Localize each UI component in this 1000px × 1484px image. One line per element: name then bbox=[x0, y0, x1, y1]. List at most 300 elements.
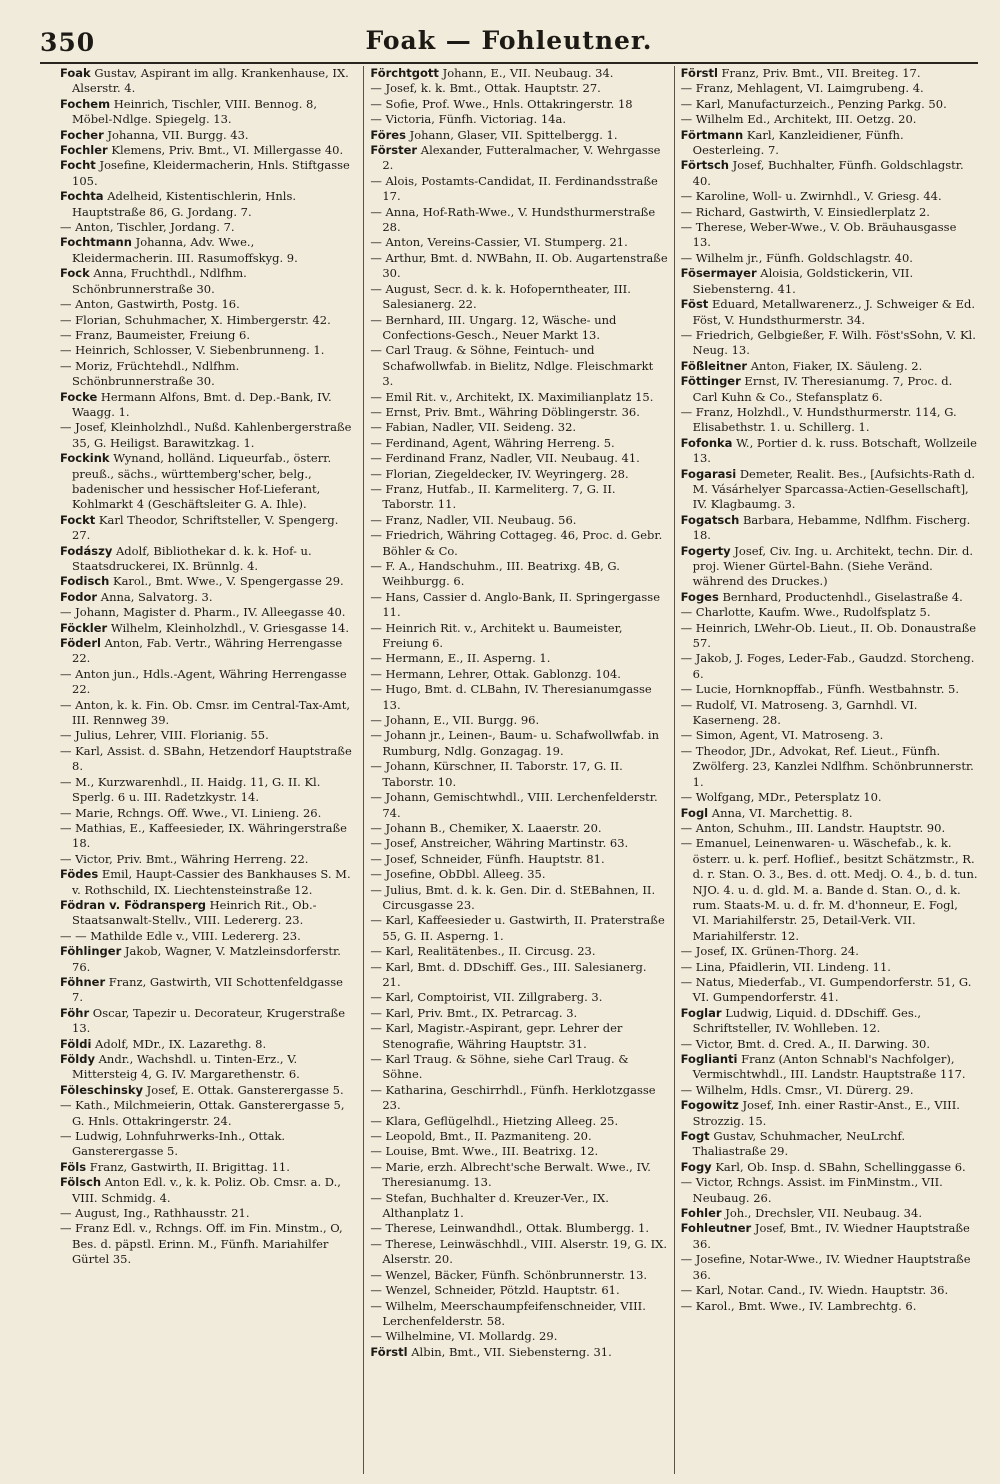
entry-details: — August, Ing., Rathhausstr. 21. bbox=[60, 1206, 250, 1221]
directory-entry bbox=[60, 1160, 357, 1175]
directory-entry bbox=[370, 313, 667, 344]
entry-details: Josef, E. Ottak. Gansterergasse 5. bbox=[143, 1082, 344, 1097]
entry-surname: Fölsch bbox=[60, 1175, 102, 1190]
entry-details: — Anton, Vereins-Cassier, VI. Stumperg. 21. bbox=[370, 235, 628, 250]
entry-details: — Marie, Rchngs. Off. Wwe., VI. Linieng. 26. bbox=[60, 805, 322, 820]
entry-surname: Födran v. Födransperg bbox=[60, 897, 206, 912]
entry-details: — Karl, Magistr.-Aspirant, gepr. Lehrer der Stenografie, Währing Hauptstr. 31. bbox=[370, 1021, 623, 1051]
directory-entry bbox=[681, 1052, 978, 1083]
directory-entry bbox=[370, 1021, 667, 1052]
entry-details: — Lina, Pfaidlerin, VII. Lindeng. 11. bbox=[680, 959, 891, 974]
directory-entry bbox=[681, 158, 978, 189]
directory-entry bbox=[370, 282, 667, 313]
directory-entry bbox=[681, 112, 978, 127]
entry-details: Anna, VI. Marchettig. 8. bbox=[708, 805, 853, 820]
directory-entry bbox=[681, 744, 978, 790]
directory-entry bbox=[681, 328, 978, 359]
entry-details: — Hugo, Bmt. d. CLBahn, IV. Theresianumgasse 13. bbox=[370, 682, 652, 712]
entry-surname: Földy bbox=[60, 1052, 95, 1066]
directory-entry bbox=[370, 467, 667, 482]
entry-details: — Richard, Gastwirth, V. Einsiedlerplatz 2. bbox=[680, 204, 930, 219]
entry-details: Johanna, Adv. Wwe., Kleidermacherin. III. Rasumoffskyg. 9. bbox=[72, 235, 298, 265]
directory-entry bbox=[370, 1221, 667, 1236]
entry-details: Heinrich Rit., Ob.-Staatsanwalt-Stellv., VIII. Ledererg. 23. bbox=[72, 897, 317, 928]
entry-details: Josef, Inh. einer Rastir-Anst., E., VIII. Strozzig. 15. bbox=[692, 1098, 960, 1128]
directory-entry bbox=[681, 374, 978, 405]
directory-entry bbox=[370, 883, 667, 914]
directory-entry bbox=[370, 821, 667, 836]
entry-surname: Fogowitz bbox=[680, 1098, 739, 1113]
directory-entry bbox=[370, 112, 667, 127]
entry-details: — Florian, Ziegeldecker, IV. Weyringerg. 28. bbox=[370, 466, 629, 481]
entry-details: — Karl, Assist. d. SBahn, Hetzendorf Hauptstraße 8. bbox=[60, 743, 352, 774]
entry-details: Adelheid, Kistentischlerin, Hnls. Hauptstraße 86, G. Jordang. 7. bbox=[72, 189, 297, 219]
directory-entry bbox=[681, 128, 978, 159]
entry-details: — Anton, Gastwirth, Postg. 16. bbox=[60, 297, 240, 312]
entry-details: Johanna, VII. Burgg. 43. bbox=[103, 127, 249, 142]
entry-details: — Sofie, Prof. Wwe., Hnls. Ottakringerstr. 18 bbox=[370, 96, 633, 111]
entry-details: — Johann, Gemischtwhdl., VIII. Lerchenfelderstr. 74. bbox=[370, 790, 658, 820]
entry-details: — Hermann, E., II. Asperng. 1. bbox=[370, 651, 551, 666]
directory-entry bbox=[60, 621, 357, 636]
directory-entry bbox=[370, 436, 667, 451]
entry-details: — Wolfgang, MDr., Petersplatz 10. bbox=[680, 790, 882, 805]
entry-details: — Anton, Schuhm., III. Landstr. Hauptstr. 90. bbox=[680, 820, 946, 835]
directory-entry bbox=[370, 651, 667, 666]
directory-entry bbox=[681, 1098, 978, 1129]
directory-entry bbox=[681, 97, 978, 112]
entry-details: — Klara, Geflügelhdl., Hietzing Alleeg. 25. bbox=[370, 1113, 619, 1128]
entry-details: — Carl Traug. & Söhne, Feintuch- und Schafwollwfab. in Bielitz, Ndlge. Fleischmarkt 3. bbox=[370, 343, 654, 389]
entry-details: Wilhelm, Kleinholzhdl., V. Griesgasse 14. bbox=[107, 620, 349, 635]
directory-entry bbox=[681, 1006, 978, 1037]
entry-details: — Charlotte, Kaufm. Wwe., Rudolfsplatz 5. bbox=[680, 605, 931, 620]
entry-details: Joh., Drechsler, VII. Neubaug. 34. bbox=[721, 1206, 922, 1221]
entry-surname: Foglianti bbox=[680, 1052, 738, 1066]
directory-entry bbox=[681, 1252, 978, 1283]
directory-entry bbox=[370, 235, 667, 250]
directory-entry bbox=[681, 359, 978, 374]
entry-details: — Therese, Leinwandhdl., Ottak. Blumbergg. 1. bbox=[370, 1221, 650, 1236]
directory-entry bbox=[60, 513, 357, 544]
entry-details: — Karoline, Woll- u. Zwirnhdl., V. Griesg. 44. bbox=[680, 189, 942, 204]
directory-entry bbox=[60, 1098, 357, 1129]
page-number: 350 bbox=[40, 28, 96, 57]
entry-details: — Theodor, JDr., Advokat, Ref. Lieut., Fünfh. Zwölferg. 23, Kanzlei Ndlfhm. Schönbrunnerstr. 1. bbox=[680, 743, 974, 789]
entry-details: — Friedrich, Währing Cottageg. 46, Proc. d. Gebr. Böhler & Co. bbox=[370, 528, 663, 558]
entry-surname: Föls bbox=[60, 1159, 87, 1174]
entry-surname: Fogarasi bbox=[680, 466, 737, 481]
entry-details: — Leopold, Bmt., II. Pazmaniteng. 20. bbox=[370, 1129, 592, 1144]
directory-entry bbox=[681, 790, 978, 805]
entry-details: Adolf, MDr., IX. Lazarethg. 8. bbox=[91, 1036, 267, 1051]
directory-entry bbox=[60, 220, 357, 235]
entry-details: — Hans, Cassier d. Anglo-Bank, II. Springergasse 11. bbox=[370, 589, 661, 620]
entry-details: — Karl, Comptoirist, VII. Zillgraberg. 3. bbox=[370, 990, 603, 1005]
directory-entry bbox=[370, 1329, 667, 1344]
directory-entry bbox=[681, 81, 978, 96]
directory-entry bbox=[60, 667, 357, 698]
entry-details: Alexander, Futteralmacher, V. Wehrgasse 2. bbox=[382, 143, 661, 173]
directory-entry bbox=[681, 651, 978, 682]
entry-details: Wynand, holländ. Liqueurfab., österr. preuß., sächs., württemberg'scher, belg., badenischer und hessischer Hof-Lieferant, Kohlmarkt 4 (Geschäftsleiter G. A. Ihle). bbox=[72, 451, 332, 512]
entry-details: Franz, Gastwirth, VII Schottenfeldgasse 7. bbox=[72, 974, 343, 1005]
entry-details: — Josef, Schneider, Fünfh. Hauptstr. 81. bbox=[370, 851, 605, 866]
directory-entry bbox=[370, 1191, 667, 1222]
directory-entry bbox=[60, 605, 357, 620]
entry-details: Johann, E., VII. Neubaug. 34. bbox=[438, 66, 614, 80]
running-head: Foak — Fohleutner. bbox=[365, 26, 653, 55]
directory-entry bbox=[681, 1129, 978, 1160]
directory-entry bbox=[681, 1160, 978, 1175]
directory-entry bbox=[60, 1175, 357, 1206]
directory-entry bbox=[60, 189, 357, 220]
directory-entry bbox=[60, 158, 357, 189]
entry-details: — Therese, Leinwäschhdl., VIII. Alserstr. 19, G. IX. Alserstr. 20. bbox=[370, 1236, 667, 1267]
entry-surname: Fohleutner bbox=[680, 1221, 752, 1236]
entry-details: — M., Kurzwarenhdl., II. Haidg. 11, G. II. Kl. Sperlg. 6 u. III. Radetzkystr. 14. bbox=[60, 774, 321, 805]
directory-entry bbox=[681, 1037, 978, 1052]
entry-details: — Johann, E., VII. Burgg. 96. bbox=[370, 713, 540, 728]
directory-entry bbox=[370, 1237, 667, 1268]
directory-entry bbox=[60, 898, 357, 929]
header-rule bbox=[40, 62, 978, 64]
directory-entry bbox=[681, 605, 978, 620]
entry-details: W., Portier d. k. russ. Botschaft, Wollzeile 13. bbox=[692, 435, 977, 466]
directory-entry bbox=[60, 128, 357, 143]
entry-surname: Fochler bbox=[60, 143, 108, 158]
entry-surname: Förstl bbox=[680, 66, 718, 80]
entry-details: — August, Secr. d. k. k. Hofoperntheater, III. Salesianerg. 22. bbox=[370, 281, 631, 312]
directory-entry bbox=[681, 1083, 978, 1098]
directory-entry bbox=[60, 944, 357, 975]
entry-surname: Foges bbox=[680, 589, 719, 604]
directory-entry bbox=[60, 1129, 357, 1160]
entry-details: Franz, Gastwirth, II. Brigittag. 11. bbox=[86, 1159, 290, 1174]
directory-entry bbox=[370, 759, 667, 790]
directory-entry bbox=[681, 251, 978, 266]
entry-details: Karl Theodor, Schriftsteller, V. Spengerg. 27. bbox=[72, 512, 339, 543]
directory-entry bbox=[60, 97, 357, 128]
entry-details: — Louise, Bmt. Wwe., III. Beatrixg. 12. bbox=[370, 1144, 599, 1159]
directory-entry bbox=[370, 482, 667, 513]
entry-details: — Julius, Lehrer, VIII. Florianig. 55. bbox=[60, 728, 269, 743]
entry-details: — — Mathilde Edle v., VIII. Ledererg. 23. bbox=[60, 928, 301, 943]
entry-details: Franz, Priv. Bmt., VII. Breiteg. 17. bbox=[717, 66, 921, 80]
entry-details: — Franz, Mehlagent, VI. Laimgrubeng. 4. bbox=[680, 81, 924, 96]
directory-entry bbox=[681, 297, 978, 328]
entry-details: — Franz Edl. v., Rchngs. Off. im Fin. Minstm., O, Bes. d. päpstl. Erinn. M., Fünfh. Mariahilfer Gürtel 35. bbox=[60, 1221, 343, 1267]
entry-surname: Förtmann bbox=[680, 127, 744, 142]
directory-entry bbox=[370, 81, 667, 96]
entry-details: Oscar, Tapezir u. Decorateur, Krugerstraße 13. bbox=[72, 1005, 346, 1036]
entry-details: — Johann, Kürschner, II. Taborstr. 17, G. II. Taborstr. 10. bbox=[370, 759, 623, 789]
entry-details: — Rudolf, VI. Matroseng. 3, Garnhdl. VI. Kaserneng. 28. bbox=[680, 697, 918, 728]
entry-details: Hermann Alfons, Bmt. d. Dep.-Bank, IV. Waagg. 1. bbox=[72, 389, 332, 419]
entry-details: Josefine, Kleidermacherin, Hnls. Stiftgasse 105. bbox=[72, 158, 350, 188]
entry-details: — Josef, k. k. Bmt., Ottak. Hauptstr. 27. bbox=[370, 81, 601, 96]
entry-surname: Fogl bbox=[680, 805, 709, 820]
directory-entry bbox=[681, 975, 978, 1006]
directory-entry bbox=[681, 1283, 978, 1298]
entry-details: Franz (Anton Schnabl's Nachfolger), Vermischtwhdl., III. Landstr. Hauptstraße 117. bbox=[692, 1052, 966, 1082]
column-3 bbox=[674, 66, 984, 1474]
entry-surname: Fochta bbox=[60, 189, 104, 204]
entry-details: — Victor, Rchngs. Assist. im FinMinstm., VII. Neubaug. 26. bbox=[680, 1175, 943, 1205]
entry-details: — Jakob, J. Foges, Leder-Fab., Gaudzd. Storcheng. 6. bbox=[680, 651, 975, 681]
entry-details: — Wilhelm, Meerschaumpfeifenschneider, VIII. Lerchenfelderstr. 58. bbox=[370, 1298, 646, 1328]
entry-surname: Fohler bbox=[680, 1206, 722, 1221]
entry-surname: Focht bbox=[60, 158, 96, 173]
directory-entry bbox=[681, 960, 978, 975]
entry-details: — Fabian, Nadler, VII. Seideng. 32. bbox=[370, 420, 577, 435]
directory-entry bbox=[60, 420, 357, 451]
entry-surname: Focke bbox=[60, 389, 98, 404]
entry-details: — Karl, Bmt. d. DDschiff. Ges., III. Salesianerg. 21. bbox=[370, 959, 647, 989]
entry-surname: Förster bbox=[370, 143, 418, 158]
entry-details: — Stefan, Buchhalter d. Kreuzer-Ver., IX. Althanplatz 1. bbox=[370, 1190, 609, 1221]
directory-entry bbox=[370, 528, 667, 559]
entry-surname: Föckler bbox=[60, 620, 108, 635]
entry-details: Heinrich, Tischler, VIII. Bennog. 8, Möbel-Ndlge. Spiegelg. 13. bbox=[72, 96, 317, 127]
entry-surname: Fodászy bbox=[60, 543, 113, 558]
directory-entry bbox=[60, 1037, 357, 1052]
entry-details: — Therese, Weber-Wwe., V. Ob. Bräuhausgasse 13. bbox=[680, 220, 957, 250]
entry-surname: Förchtgott bbox=[370, 66, 439, 80]
directory-entry bbox=[60, 451, 357, 513]
entry-details: — Ferdinand Franz, Nadler, VII. Neubaug. 41. bbox=[370, 451, 640, 466]
entry-details: — Natus, Miederfab., VI. Gumpendorferstr. 51, G. VI. Gumpendorferstr. 41. bbox=[680, 974, 972, 1005]
directory-entry bbox=[60, 266, 357, 297]
directory-entry bbox=[370, 867, 667, 882]
directory-entry bbox=[681, 220, 978, 251]
entry-details: — Anton, Tischler, Jordang. 7. bbox=[60, 220, 235, 235]
entry-details: — F. A., Handschuhm., III. Beatrixg. 4B, G. Weihburgg. 6. bbox=[370, 559, 620, 589]
entry-surname: Föleschinsky bbox=[60, 1082, 143, 1097]
directory-entry bbox=[60, 728, 357, 743]
entry-surname: Fochem bbox=[60, 96, 111, 111]
entry-details: — Victoria, Fünfh. Victoriag. 14a. bbox=[370, 112, 566, 127]
entry-details: — Mathias, E., Kaffeesieder, IX. Währingerstraße 18. bbox=[60, 820, 347, 851]
entry-surname: Föttinger bbox=[680, 374, 741, 389]
entry-surname: Foak bbox=[60, 66, 91, 80]
directory-entry bbox=[60, 852, 357, 867]
entry-details: — Karl, Priv. Bmt., IX. Petrarcag. 3. bbox=[370, 1005, 578, 1020]
entry-details: — Moriz, Früchtehdl., Ndlfhm. Schönbrunnerstraße 30. bbox=[60, 358, 240, 389]
entry-details: Emil, Haupt-Cassier des Bankhauses S. M. v. Rothschild, IX. Liechtensteinstraße 12. bbox=[72, 867, 351, 897]
entry-details: Josef, Civ. Ing. u. Architekt, techn. Dir. d. proj. Wiener Gürtel-Bahn. (Siehe Veränd. während des Druckes.) bbox=[692, 543, 974, 589]
entry-details: — Bernhard, III. Ungarg. 12, Wäsche- und Confections-Gesch., Neuer Markt 13. bbox=[370, 312, 617, 342]
column-1 bbox=[54, 66, 363, 1474]
directory-entry bbox=[370, 1144, 667, 1159]
directory-entry bbox=[60, 390, 357, 421]
entry-surname: Fodisch bbox=[60, 574, 110, 589]
directory-entry bbox=[60, 574, 357, 589]
entry-details: — Alois, Postamts-Candidat, II. Ferdinandsstraße 17. bbox=[370, 173, 658, 204]
directory-entry bbox=[370, 128, 667, 143]
entry-surname: Föderl bbox=[60, 636, 101, 651]
entry-details: — Wenzel, Schneider, Pötzld. Hauptstr. 61. bbox=[370, 1283, 620, 1298]
directory-entry bbox=[681, 405, 978, 436]
directory-entry bbox=[681, 544, 978, 590]
entry-surname: Földi bbox=[60, 1036, 92, 1051]
directory-entry bbox=[681, 436, 978, 467]
entry-details: Barbara, Hebamme, Ndlfhm. Fischerg. 18. bbox=[692, 512, 971, 543]
entry-details: — Karl, Manufacturzeich., Penzing Parkg. 50. bbox=[680, 96, 947, 111]
directory-entry bbox=[370, 405, 667, 420]
directory-entry bbox=[60, 235, 357, 266]
directory-entry bbox=[681, 698, 978, 729]
entry-details: — Josefine, Notar-Wwe., IV. Wiedner Hauptstraße 36. bbox=[680, 1252, 971, 1282]
entry-details: Aloisia, Goldstickerin, VII. Siebensterng. 41. bbox=[692, 266, 914, 296]
entry-surname: Foglar bbox=[680, 1005, 722, 1020]
directory-entry bbox=[681, 944, 978, 959]
entry-surname: Föhlinger bbox=[60, 944, 122, 959]
entry-details: — Emanuel, Leinenwaren- u. Wäschefab., k. k. österr. u. k. perf. Hoflief., besitzt Schätzmstr., R. d. r. Stan. O. 3., Bes. d. ott. Medj. O. 4., b. d. tun. NJO. 4. u. d. gld. M. a. Bande d. Stan. O., d. k. rum. Staats-M. u. d. fr. M. d'honneur, E. Fogl, VI. Mariahilferstr. 25, Detail-Verk. VII. Mariahilferstr. 12. bbox=[680, 836, 978, 943]
directory-entry bbox=[60, 328, 357, 343]
entry-details: Anna, Salvatorg. 3. bbox=[97, 589, 213, 604]
entry-details: — Simon, Agent, VI. Matroseng. 3. bbox=[680, 728, 884, 743]
directory-entry bbox=[370, 1083, 667, 1114]
directory-entry bbox=[681, 1206, 978, 1221]
entry-details: — Kath., Milchmeierin, Ottak. Gansterergasse 5, G. Hnls. Ottakringerstr. 24. bbox=[60, 1098, 345, 1128]
directory-entry bbox=[681, 467, 978, 513]
entry-details: — Anton, k. k. Fin. Ob. Cmsr. im Central-Tax-Amt, III. Rennweg 39. bbox=[60, 697, 350, 728]
entry-details: — Anton jun., Hdls.-Agent, Währing Herrengasse 22. bbox=[60, 666, 347, 697]
entry-details: Andr., Wachshdl. u. Tinten-Erz., V. Mittersteig 4, G. IV. Margarethenstr. 6. bbox=[72, 1052, 300, 1082]
entry-surname: Föhner bbox=[60, 974, 106, 989]
entry-details: Anton, Fiaker, IX. Säuleng. 2. bbox=[747, 358, 923, 373]
directory-entry bbox=[681, 806, 978, 821]
entry-details: — Wilhelm jr., Fünfh. Goldschlagstr. 40. bbox=[680, 250, 913, 265]
directory-entry bbox=[60, 544, 357, 575]
entry-surname: Fogerty bbox=[680, 543, 731, 558]
directory-entry bbox=[60, 1052, 357, 1083]
entry-surname: Fodor bbox=[60, 589, 98, 604]
directory-entry bbox=[370, 251, 667, 282]
entry-details: Gustav, Schuhmacher, NeuLrchf. Thaliastraße 29. bbox=[692, 1129, 906, 1159]
directory-entry bbox=[681, 1175, 978, 1206]
entry-details: — Franz, Nadler, VII. Neubaug. 56. bbox=[370, 512, 577, 527]
entry-details: — Johann jr., Leinen-, Baum- u. Schafwollwfab. in Rumburg, Ndlg. Gonzagag. 19. bbox=[370, 728, 660, 758]
entry-details: — Lucie, Hornknopffab., Fünfh. Westbahnstr. 5. bbox=[680, 682, 960, 697]
directory-entry bbox=[370, 790, 667, 821]
directory-entry bbox=[60, 1083, 357, 1098]
entry-details: Jakob, Wagner, V. Matzleinsdorferstr. 76. bbox=[72, 944, 341, 974]
entry-details: — Heinrich, LWehr-Ob. Lieut., II. Ob. Donaustraße 57. bbox=[680, 620, 977, 651]
directory-entry bbox=[370, 667, 667, 682]
directory-entry bbox=[370, 944, 667, 959]
directory-entry bbox=[370, 621, 667, 652]
directory-entry bbox=[370, 174, 667, 205]
entry-details: Demeter, Realit. Bes., [Aufsichts-Rath d. M. Vásárhelyer Sparcassa-Actien-Gesellschaft], IV. Klagbaumg. 3. bbox=[692, 466, 976, 512]
directory-entry bbox=[60, 359, 357, 390]
entry-surname: Fofonka bbox=[680, 435, 733, 450]
directory-entry bbox=[60, 66, 357, 97]
entry-details: Ernst, IV. Theresianumg. 7, Proc. d. Carl Kuhn & Co., Stefansplatz 6. bbox=[692, 374, 953, 404]
directory-entry bbox=[681, 682, 978, 697]
entry-surname: Fock bbox=[60, 266, 90, 281]
entry-surname: Fogatsch bbox=[680, 512, 740, 527]
entry-details: — Josef, IX. Grünen-Thorg. 24. bbox=[680, 944, 859, 959]
entry-details: — Franz, Holzhdl., V. Hundsthurmerstr. 114, G. Elisabethstr. 1. u. Schillerg. 1. bbox=[680, 404, 957, 435]
entry-details: Karl, Kanzleidiener, Fünfh. Oesterleing. 7. bbox=[692, 127, 904, 158]
directory-entry bbox=[370, 513, 667, 528]
directory-entry bbox=[370, 990, 667, 1005]
entry-details: — Ludwig, Lohnfuhrwerks-Inh., Ottak. Gansterergasse 5. bbox=[60, 1129, 286, 1159]
entry-surname: Födes bbox=[60, 867, 99, 882]
directory-entry bbox=[681, 513, 978, 544]
entry-details: Adolf, Bibliothekar d. k. k. Hof- u. Staatsdruckerei, IX. Brünnlg. 4. bbox=[72, 543, 312, 573]
entry-surname: Fogy bbox=[680, 1159, 712, 1174]
column-2 bbox=[363, 66, 673, 1474]
entry-details: — Johann, Magister d. Pharm., IV. Alleegasse 40. bbox=[60, 605, 346, 620]
columns bbox=[54, 66, 984, 1474]
directory-entry bbox=[370, 390, 667, 405]
entry-details: — Wilhelm, Hdls. Cmsr., VI. Dürerg. 29. bbox=[680, 1082, 914, 1097]
entry-surname: Fogt bbox=[680, 1129, 710, 1144]
directory-entry bbox=[370, 1299, 667, 1330]
directory-entry bbox=[60, 1006, 357, 1037]
directory-entry bbox=[370, 852, 667, 867]
directory-entry bbox=[370, 713, 667, 728]
entry-details: — Anna, Hof-Rath-Wwe., V. Hundsthurmerstraße 28. bbox=[370, 204, 656, 235]
directory-entry bbox=[681, 1221, 978, 1252]
entry-details: — Wilhelm Ed., Architekt, III. Oetzg. 20. bbox=[680, 112, 917, 127]
entry-details: — Josef, Kleinholzhdl., Nußd. Kahlenbergerstraße 35, G. Heiligst. Barawitzkag. 1. bbox=[60, 420, 352, 450]
page-header bbox=[40, 26, 978, 62]
entry-details: Anton, Fab. Vertr., Währing Herrengasse 22. bbox=[72, 636, 343, 666]
entry-details: — Heinrich, Schlosser, V. Siebenbrunneng. 1. bbox=[60, 343, 325, 358]
directory-entry bbox=[681, 821, 978, 836]
entry-details: — Victor, Bmt. d. Cred. A., II. Darwing. 30. bbox=[680, 1036, 930, 1051]
entry-details: — Julius, Bmt. d. k. k. Gen. Dir. d. StEBahnen, II. Circusgasse 23. bbox=[370, 882, 656, 912]
entry-surname: Föhr bbox=[60, 1005, 90, 1020]
directory-entry bbox=[370, 1268, 667, 1283]
entry-details: Ludwig, Liquid. d. DDschiff. Ges., Schriftsteller, IV. Wohlleben. 12. bbox=[692, 1005, 922, 1036]
entry-details: Eduard, Metallwarenerz., J. Schweiger & Ed. Föst, V. Hundsthurmerstr. 34. bbox=[692, 297, 975, 327]
directory-entry bbox=[370, 1052, 667, 1083]
entry-details: Johann, Glaser, VII. Spittelbergg. 1. bbox=[405, 127, 618, 142]
directory-entry bbox=[60, 297, 357, 312]
directory-entry bbox=[681, 189, 978, 204]
entry-surname: Förstl bbox=[370, 1344, 408, 1359]
directory-entry bbox=[370, 1345, 667, 1360]
directory-entry bbox=[370, 1283, 667, 1298]
directory-entry bbox=[60, 143, 357, 158]
entry-surname: Fockt bbox=[60, 512, 96, 527]
entry-surname: Fößleitner bbox=[680, 358, 748, 373]
directory-entry bbox=[370, 1114, 667, 1129]
entry-details: — Marie, erzh. Albrecht'sche Berwalt. Wwe., IV. Theresianumg. 13. bbox=[370, 1159, 651, 1190]
entry-details: — Heinrich Rit. v., Architekt u. Baumeister, Freiung 6. bbox=[370, 620, 623, 651]
directory-entry bbox=[60, 1206, 357, 1221]
entry-details: — Franz, Hutfab., II. Karmeliterg. 7, G. II. Taborstr. 11. bbox=[370, 481, 616, 512]
directory-entry bbox=[370, 420, 667, 435]
entry-details: Klemens, Priv. Bmt., VI. Millergasse 40. bbox=[107, 143, 344, 158]
entry-details: Albin, Bmt., VII. Siebensterng. 31. bbox=[407, 1344, 612, 1359]
directory-entry bbox=[370, 1160, 667, 1191]
entry-details: Gustav, Aspirant im allg. Krankenhause, IX. Alserstr. 4. bbox=[72, 66, 349, 96]
directory-entry bbox=[370, 343, 667, 389]
entry-details: — Friedrich, Gelbgießer, F. Wilh. Föst'sSohn, V. Kl. Neug. 13. bbox=[680, 327, 976, 358]
directory-entry bbox=[370, 913, 667, 944]
directory-entry bbox=[60, 975, 357, 1006]
entry-details: Anton Edl. v., k. k. Poliz. Ob. Cmsr. a. D., VIII. Schmidg. 4. bbox=[72, 1175, 341, 1205]
entry-surname: Fösermayer bbox=[680, 266, 757, 281]
directory-entry bbox=[60, 636, 357, 667]
directory-entry bbox=[370, 682, 667, 713]
